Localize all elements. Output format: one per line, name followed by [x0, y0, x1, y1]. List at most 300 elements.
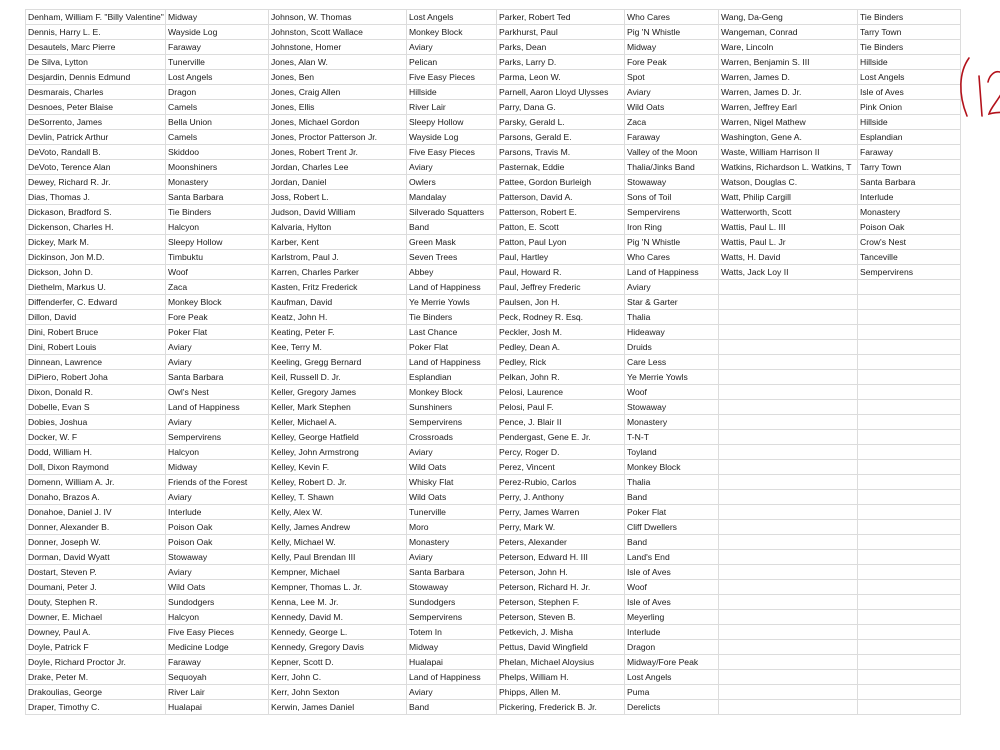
cell-camp-a: Sundodgers — [166, 595, 269, 610]
table-row — [26, 505, 961, 520]
cell-camp-d: Crow's Nest — [858, 235, 961, 250]
cell-camp-d — [858, 415, 961, 430]
cell-camp-b: Tunerville — [407, 505, 497, 520]
cell-member-name-d — [719, 625, 858, 640]
cell-camp-b: Pelican — [407, 55, 497, 70]
cell-camp-a: Midway — [166, 460, 269, 475]
cell-member-name-a: DeVoto, Randall B. — [26, 145, 166, 160]
cell-member-name-b: Karren, Charles Parker — [269, 265, 407, 280]
cell-camp-b: Land of Happiness — [407, 670, 497, 685]
cell-member-name-d: Watson, Douglas C. — [719, 175, 858, 190]
cell-camp-d: Tie Binders — [858, 40, 961, 55]
cell-camp-b: Aviary — [407, 40, 497, 55]
cell-member-name-d: Watterworth, Scott — [719, 205, 858, 220]
cell-member-name-b: Kaufman, David — [269, 295, 407, 310]
cell-member-name-a: Dickenson, Charles H. — [26, 220, 166, 235]
cell-camp-a: Aviary — [166, 355, 269, 370]
table-row — [26, 340, 961, 355]
cell-member-name-a: Dixon, Donald R. — [26, 385, 166, 400]
cell-member-name-b: Kee, Terry M. — [269, 340, 407, 355]
cell-camp-c: Stowaway — [625, 175, 719, 190]
table-row — [26, 355, 961, 370]
cell-member-name-a: Desjardin, Dennis Edmund — [26, 70, 166, 85]
cell-camp-a: Monkey Block — [166, 295, 269, 310]
cell-camp-b: Poker Flat — [407, 340, 497, 355]
cell-camp-c: Woof — [625, 580, 719, 595]
cell-member-name-a: Denham, William F. "Billy Valentine" — [26, 10, 166, 25]
cell-member-name-a: Draper, Timothy C. — [26, 700, 166, 715]
cell-camp-a: Owl's Nest — [166, 385, 269, 400]
cell-member-name-d — [719, 535, 858, 550]
cell-camp-c: Stowaway — [625, 400, 719, 415]
cell-member-name-c: Parks, Dean — [497, 40, 625, 55]
cell-camp-a: Halcyon — [166, 220, 269, 235]
cell-camp-a: Zaca — [166, 280, 269, 295]
cell-member-name-c: Peterson, Richard H. Jr. — [497, 580, 625, 595]
cell-camp-d — [858, 685, 961, 700]
cell-camp-b: Tie Binders — [407, 310, 497, 325]
cell-camp-d — [858, 640, 961, 655]
cell-camp-d — [858, 565, 961, 580]
cell-member-name-d — [719, 640, 858, 655]
cell-camp-b: Five Easy Pieces — [407, 145, 497, 160]
cell-camp-c: Monkey Block — [625, 460, 719, 475]
cell-member-name-a: Downey, Paul A. — [26, 625, 166, 640]
cell-member-name-c: Peters, Alexander — [497, 535, 625, 550]
cell-camp-c: Fore Peak — [625, 55, 719, 70]
cell-member-name-c: Pasternak, Eddie — [497, 160, 625, 175]
cell-camp-c: Woof — [625, 385, 719, 400]
cell-camp-c: Land's End — [625, 550, 719, 565]
cell-member-name-d: Warren, James D. Jr. — [719, 85, 858, 100]
cell-camp-a: Land of Happiness — [166, 400, 269, 415]
cell-camp-a: Five Easy Pieces — [166, 625, 269, 640]
cell-camp-d — [858, 430, 961, 445]
cell-camp-b: Wayside Log — [407, 130, 497, 145]
cell-camp-b: Wild Oats — [407, 490, 497, 505]
cell-member-name-d — [719, 700, 858, 715]
cell-member-name-d: Watt, Philip Cargill — [719, 190, 858, 205]
cell-camp-a: Faraway — [166, 40, 269, 55]
cell-camp-a: Skiddoo — [166, 145, 269, 160]
cell-camp-b: Santa Barbara — [407, 565, 497, 580]
cell-member-name-c: Patterson, David A. — [497, 190, 625, 205]
cell-member-name-a: Dodd, William H. — [26, 445, 166, 460]
table-row — [26, 595, 961, 610]
cell-camp-c: Toyland — [625, 445, 719, 460]
cell-camp-b: Totem In — [407, 625, 497, 640]
cell-member-name-a: Drake, Peter M. — [26, 670, 166, 685]
cell-camp-d: Poison Oak — [858, 220, 961, 235]
cell-camp-d — [858, 580, 961, 595]
cell-member-name-a: Diffenderfer, C. Edward — [26, 295, 166, 310]
cell-camp-c: Dragon — [625, 640, 719, 655]
cell-camp-b: Last Chance — [407, 325, 497, 340]
cell-member-name-a: Doll, Dixon Raymond — [26, 460, 166, 475]
cell-member-name-a: Dickey, Mark M. — [26, 235, 166, 250]
cell-camp-b: Mandalay — [407, 190, 497, 205]
cell-member-name-c: Parry, Dana G. — [497, 100, 625, 115]
table-row — [26, 145, 961, 160]
cell-member-name-b: Kelley, Kevin F. — [269, 460, 407, 475]
cell-member-name-d — [719, 655, 858, 670]
table-row — [26, 520, 961, 535]
cell-camp-c: Aviary — [625, 280, 719, 295]
cell-camp-a: Poison Oak — [166, 535, 269, 550]
cell-camp-c: Cliff Dwellers — [625, 520, 719, 535]
cell-camp-c: Who Cares — [625, 250, 719, 265]
cell-member-name-c: Perry, J. Anthony — [497, 490, 625, 505]
cell-camp-c: Sons of Toil — [625, 190, 719, 205]
cell-camp-d — [858, 295, 961, 310]
cell-camp-a: Hualapai — [166, 700, 269, 715]
cell-member-name-c: Parks, Larry D. — [497, 55, 625, 70]
cell-camp-d — [858, 505, 961, 520]
cell-camp-d — [858, 535, 961, 550]
cell-member-name-b: Kelly, Alex W. — [269, 505, 407, 520]
cell-camp-d: Isle of Aves — [858, 85, 961, 100]
cell-member-name-b: Kennedy, David M. — [269, 610, 407, 625]
cell-member-name-a: Dini, Robert Louis — [26, 340, 166, 355]
cell-member-name-a: Dini, Robert Bruce — [26, 325, 166, 340]
table-row — [26, 250, 961, 265]
cell-member-name-c: Peterson, Steven B. — [497, 610, 625, 625]
cell-camp-b: Aviary — [407, 160, 497, 175]
cell-camp-c: Who Cares — [625, 10, 719, 25]
cell-camp-b: Sunshiners — [407, 400, 497, 415]
cell-camp-c: Thalia — [625, 310, 719, 325]
cell-camp-d: Tanceville — [858, 250, 961, 265]
table-row — [26, 370, 961, 385]
table-row — [26, 610, 961, 625]
cell-camp-a: Monastery — [166, 175, 269, 190]
cell-member-name-d — [719, 685, 858, 700]
cell-camp-a: Moonshiners — [166, 160, 269, 175]
cell-member-name-d — [719, 520, 858, 535]
table-row — [26, 265, 961, 280]
cell-member-name-c: Pendergast, Gene E. Jr. — [497, 430, 625, 445]
cell-member-name-c: Perry, James Warren — [497, 505, 625, 520]
cell-member-name-b: Jones, Craig Allen — [269, 85, 407, 100]
cell-member-name-b: Keating, Peter F. — [269, 325, 407, 340]
table-row — [26, 190, 961, 205]
cell-member-name-d: Warren, James D. — [719, 70, 858, 85]
cell-member-name-a: Diethelm, Markus U. — [26, 280, 166, 295]
cell-member-name-a: Docker, W. F — [26, 430, 166, 445]
cell-member-name-a: Dias, Thomas J. — [26, 190, 166, 205]
cell-camp-b: Sempervirens — [407, 415, 497, 430]
cell-member-name-b: Kelly, James Andrew — [269, 520, 407, 535]
cell-member-name-b: Jones, Michael Gordon — [269, 115, 407, 130]
cell-camp-b: Lost Angels — [407, 10, 497, 25]
cell-camp-a: River Lair — [166, 685, 269, 700]
cell-camp-c: Band — [625, 490, 719, 505]
cell-camp-b: Monkey Block — [407, 25, 497, 40]
cell-camp-b: Land of Happiness — [407, 280, 497, 295]
cell-member-name-a: Dobies, Joshua — [26, 415, 166, 430]
cell-member-name-c: Pettus, David Wingfield — [497, 640, 625, 655]
cell-camp-d — [858, 475, 961, 490]
cell-member-name-a: Doyle, Richard Proctor Jr. — [26, 655, 166, 670]
cell-camp-b: Aviary — [407, 550, 497, 565]
cell-member-name-a: De Silva, Lytton — [26, 55, 166, 70]
cell-camp-c: Poker Flat — [625, 505, 719, 520]
cell-camp-c: Aviary — [625, 85, 719, 100]
table-row — [26, 295, 961, 310]
cell-member-name-b: Kelley, John Armstrong — [269, 445, 407, 460]
cell-camp-b: Sempervirens — [407, 610, 497, 625]
cell-camp-b: Wild Oats — [407, 460, 497, 475]
table-row — [26, 310, 961, 325]
cell-camp-a: Fore Peak — [166, 310, 269, 325]
cell-member-name-b: Kerr, John Sexton — [269, 685, 407, 700]
cell-member-name-c: Perez, Vincent — [497, 460, 625, 475]
cell-camp-a: Halcyon — [166, 610, 269, 625]
cell-member-name-a: Drakoulias, George — [26, 685, 166, 700]
table-row — [26, 670, 961, 685]
cell-member-name-a: Douty, Stephen R. — [26, 595, 166, 610]
cell-member-name-b: Johnstone, Homer — [269, 40, 407, 55]
cell-camp-c: Spot — [625, 70, 719, 85]
cell-member-name-d: Waste, William Harrison II — [719, 145, 858, 160]
cell-member-name-d: Wattis, Paul L. III — [719, 220, 858, 235]
cell-camp-b: Abbey — [407, 265, 497, 280]
table-row — [26, 490, 961, 505]
cell-member-name-d — [719, 430, 858, 445]
cell-camp-b: Crossroads — [407, 430, 497, 445]
cell-camp-c: Star & Garter — [625, 295, 719, 310]
cell-camp-c: Valley of the Moon — [625, 145, 719, 160]
cell-camp-c: Derelicts — [625, 700, 719, 715]
cell-camp-b: Aviary — [407, 445, 497, 460]
cell-member-name-d — [719, 565, 858, 580]
cell-member-name-b: Jones, Proctor Patterson Jr. — [269, 130, 407, 145]
cell-camp-a: Wild Oats — [166, 580, 269, 595]
cell-member-name-a: Donahoe, Daniel J. IV — [26, 505, 166, 520]
cell-member-name-a: Doyle, Patrick F — [26, 640, 166, 655]
cell-camp-a: Camels — [166, 130, 269, 145]
cell-camp-c: Puma — [625, 685, 719, 700]
cell-camp-d — [858, 385, 961, 400]
cell-member-name-c: Patton, Paul Lyon — [497, 235, 625, 250]
cell-camp-c: Pig 'N Whistle — [625, 25, 719, 40]
cell-member-name-b: Keller, Gregory James — [269, 385, 407, 400]
cell-camp-d — [858, 280, 961, 295]
cell-camp-c: Isle of Aves — [625, 595, 719, 610]
cell-camp-b: River Lair — [407, 100, 497, 115]
cell-member-name-a: Doumani, Peter J. — [26, 580, 166, 595]
cell-camp-c: Pig 'N Whistle — [625, 235, 719, 250]
cell-member-name-c: Parkhurst, Paul — [497, 25, 625, 40]
cell-camp-d — [858, 625, 961, 640]
cell-member-name-b: Judson, David William — [269, 205, 407, 220]
table-row — [26, 655, 961, 670]
cell-camp-a: Medicine Lodge — [166, 640, 269, 655]
cell-camp-a: Sequoyah — [166, 670, 269, 685]
cell-member-name-b: Kelly, Paul Brendan III — [269, 550, 407, 565]
cell-camp-a: Stowaway — [166, 550, 269, 565]
cell-camp-d: Tarry Town — [858, 160, 961, 175]
cell-member-name-c: Pedley, Dean A. — [497, 340, 625, 355]
cell-member-name-d — [719, 610, 858, 625]
cell-member-name-d — [719, 505, 858, 520]
cell-member-name-c: Parker, Robert Ted — [497, 10, 625, 25]
cell-camp-b: Whisky Flat — [407, 475, 497, 490]
table-row — [26, 130, 961, 145]
cell-member-name-b: Keil, Russell D. Jr. — [269, 370, 407, 385]
cell-camp-c: Monastery — [625, 415, 719, 430]
cell-camp-d: Tarry Town — [858, 25, 961, 40]
cell-member-name-b: Joss, Robert L. — [269, 190, 407, 205]
cell-member-name-c: Peck, Rodney R. Esq. — [497, 310, 625, 325]
cell-member-name-b: Kerwin, James Daniel — [269, 700, 407, 715]
cell-member-name-b: Karlstrom, Paul J. — [269, 250, 407, 265]
cell-member-name-a: DiPiero, Robert Joha — [26, 370, 166, 385]
cell-member-name-d — [719, 595, 858, 610]
cell-camp-b: Ye Merrie Yowls — [407, 295, 497, 310]
cell-member-name-b: Kempner, Thomas L. Jr. — [269, 580, 407, 595]
cell-member-name-d: Washington, Gene A. — [719, 130, 858, 145]
cell-member-name-a: Desnoes, Peter Blaise — [26, 100, 166, 115]
cell-member-name-a: Dickason, Bradford S. — [26, 205, 166, 220]
cell-camp-d — [858, 700, 961, 715]
table-row — [26, 175, 961, 190]
cell-member-name-c: Petkevich, J. Misha — [497, 625, 625, 640]
table-row — [26, 460, 961, 475]
table-row — [26, 625, 961, 640]
cell-camp-d — [858, 355, 961, 370]
table-row — [26, 535, 961, 550]
cell-member-name-d: Warren, Benjamin S. III — [719, 55, 858, 70]
cell-camp-c: Wild Oats — [625, 100, 719, 115]
cell-camp-d: Pink Onion — [858, 100, 961, 115]
cell-camp-a: Friends of the Forest — [166, 475, 269, 490]
cell-camp-b: Stowaway — [407, 580, 497, 595]
cell-camp-a: Midway — [166, 10, 269, 25]
cell-member-name-b: Kelley, T. Shawn — [269, 490, 407, 505]
cell-camp-a: Faraway — [166, 655, 269, 670]
cell-member-name-b: Kelley, Robert D. Jr. — [269, 475, 407, 490]
cell-camp-c: Ye Merrie Yowls — [625, 370, 719, 385]
cell-member-name-c: Pelosi, Paul F. — [497, 400, 625, 415]
cell-member-name-a: Dostart, Steven P. — [26, 565, 166, 580]
cell-member-name-c: Peterson, Stephen F. — [497, 595, 625, 610]
cell-camp-a: Santa Barbara — [166, 190, 269, 205]
cell-camp-c: Zaca — [625, 115, 719, 130]
cell-camp-a: Santa Barbara — [166, 370, 269, 385]
cell-member-name-d: Watkins, Richardson L. Watkins, T — [719, 160, 858, 175]
table-row — [26, 55, 961, 70]
cell-camp-b: Aviary — [407, 685, 497, 700]
cell-camp-d — [858, 340, 961, 355]
cell-camp-a: Timbuktu — [166, 250, 269, 265]
cell-camp-b: Green Mask — [407, 235, 497, 250]
cell-member-name-b: Jordan, Daniel — [269, 175, 407, 190]
cell-camp-a: Bella Union — [166, 115, 269, 130]
cell-member-name-d: Wangeman, Conrad — [719, 25, 858, 40]
cell-member-name-d — [719, 370, 858, 385]
cell-camp-a: Tie Binders — [166, 205, 269, 220]
cell-member-name-c: Phipps, Allen M. — [497, 685, 625, 700]
cell-member-name-a: Downer, E. Michael — [26, 610, 166, 625]
cell-member-name-c: Pattee, Gordon Burleigh — [497, 175, 625, 190]
cell-camp-c: T-N-T — [625, 430, 719, 445]
cell-camp-d — [858, 400, 961, 415]
cell-camp-a: Sempervirens — [166, 430, 269, 445]
cell-camp-b: Hillside — [407, 85, 497, 100]
cell-member-name-b: Kalvaria, Hylton — [269, 220, 407, 235]
cell-member-name-c: Phelps, William H. — [497, 670, 625, 685]
cell-camp-c: Iron Ring — [625, 220, 719, 235]
cell-member-name-a: Domenn, William A. Jr. — [26, 475, 166, 490]
roster-table-body — [26, 10, 961, 715]
cell-member-name-b: Karber, Kent — [269, 235, 407, 250]
cell-member-name-b: Keatz, John H. — [269, 310, 407, 325]
cell-member-name-d: Wang, Da-Geng — [719, 10, 858, 25]
cell-camp-c: Druids — [625, 340, 719, 355]
cell-member-name-a: Desmarais, Charles — [26, 85, 166, 100]
cell-camp-c: Faraway — [625, 130, 719, 145]
table-row — [26, 70, 961, 85]
cell-member-name-d — [719, 475, 858, 490]
cell-camp-a: Lost Angels — [166, 70, 269, 85]
table-row — [26, 385, 961, 400]
cell-member-name-c: Paulsen, Jon H. — [497, 295, 625, 310]
cell-camp-c: Thalia/Jinks Band — [625, 160, 719, 175]
cell-member-name-d: Watts, H. David — [719, 250, 858, 265]
table-row — [26, 580, 961, 595]
cell-camp-d — [858, 655, 961, 670]
cell-member-name-c: Paul, Jeffrey Frederic — [497, 280, 625, 295]
cell-camp-c: Land of Happiness — [625, 265, 719, 280]
cell-member-name-c: Pedley, Rick — [497, 355, 625, 370]
cell-camp-a: Aviary — [166, 565, 269, 580]
cell-camp-d — [858, 445, 961, 460]
cell-camp-c: Isle of Aves — [625, 565, 719, 580]
cell-member-name-c: Patton, E. Scott — [497, 220, 625, 235]
cell-member-name-b: Jones, Ben — [269, 70, 407, 85]
cell-camp-d: Interlude — [858, 190, 961, 205]
cell-member-name-b: Johnston, Scott Wallace — [269, 25, 407, 40]
cell-camp-b: Sleepy Hollow — [407, 115, 497, 130]
cell-member-name-a: Desautels, Marc Pierre — [26, 40, 166, 55]
table-row — [26, 40, 961, 55]
table-row — [26, 430, 961, 445]
cell-member-name-c: Pence, J. Blair II — [497, 415, 625, 430]
cell-camp-d: Hillside — [858, 115, 961, 130]
cell-member-name-d — [719, 280, 858, 295]
cell-member-name-a: Donner, Joseph W. — [26, 535, 166, 550]
cell-camp-c: Midway — [625, 40, 719, 55]
table-row — [26, 280, 961, 295]
cell-camp-c: Meyerling — [625, 610, 719, 625]
table-row — [26, 325, 961, 340]
table-row — [26, 160, 961, 175]
cell-member-name-b: Jordan, Charles Lee — [269, 160, 407, 175]
cell-member-name-d — [719, 670, 858, 685]
cell-member-name-a: DeSorrento, James — [26, 115, 166, 130]
cell-member-name-d: Warren, Nigel Mathew — [719, 115, 858, 130]
cell-member-name-d — [719, 460, 858, 475]
table-row — [26, 640, 961, 655]
cell-member-name-d — [719, 400, 858, 415]
cell-member-name-c: Pelkan, John R. — [497, 370, 625, 385]
cell-member-name-c: Patterson, Robert E. — [497, 205, 625, 220]
cell-camp-b: Five Easy Pieces — [407, 70, 497, 85]
cell-camp-a: Sleepy Hollow — [166, 235, 269, 250]
cell-member-name-c: Parnell, Aaron Lloyd Ulysses — [497, 85, 625, 100]
cell-camp-d: Santa Barbara — [858, 175, 961, 190]
